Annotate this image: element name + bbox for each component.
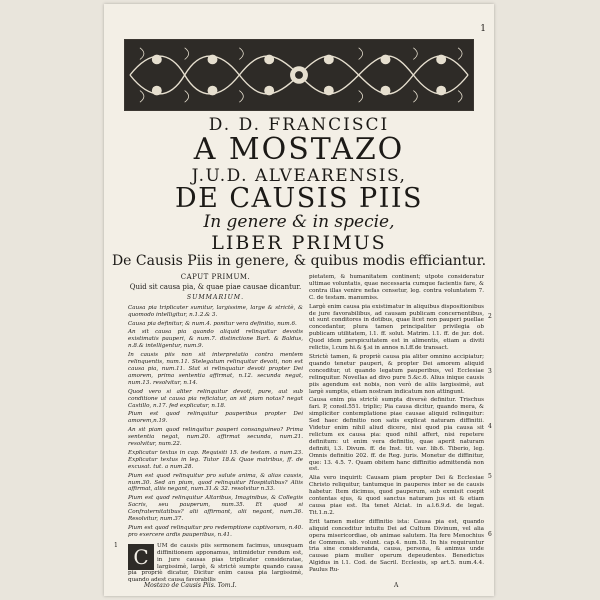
title-line-3: J.U.D. ALVEARENSIS, [191,166,407,186]
paragraph: Erit tamen melior diffinitio ista: Causa pia est, quando aliquid conceditur intuitu Dei ad Cultum Divinum, vel alia opera misericordiae, ob animae salutem. Ita fere Menochius de Commun. ub. volunt. cap.4. num.18. In his requiruntur tria sine consideranda, causa, persona, & animus unde causae piam mulier operum depeudentes. Benedictus Algidus in l.1. Cod. de Sacril. Ecclesiis, sp art.5. num.4.4. Paulus Ru- [309,518,484,574]
margin-number: 3 [488,368,492,375]
left-column [114,273,303,584]
right-column [309,274,492,576]
main-paragraph: UM de causis piis sermonem facimus, unusquam diffinitionem apponamus, intimidetur rendum est, in jure causas pias triplicater consideratae, largissimè, largè, & strictè sumpte quando causa pia propriè dicatur, Dicitur enim causa pia largissimè, quando adest causa favorabilis [128,542,303,584]
paragraph: pietatem, & humanitatem continent; utpote consideratur ultimae voluntatis, quae necessaria cumque facientis fare, & contra illas venire nefas censetur, leg. contra voluntatem 7. C. de testam. manumiss. [309,274,484,301]
summary-item: Pium est quod relinquitur pro salute anima, & alias causis, num.30. Sed an pium, quod relinquitur Hospitalibus? Aliis affirmat, aliis negant, num.31.& 32. resolvitur n.33. [128,472,303,493]
summary-item: Pium est quod relinquitur pro redemptione captivorum, n.40. pro exercere ardis pauperibus, n.41. [128,525,303,538]
summary-item: An sit causa pia quando aliquid relinquitur devotis existimatis pauperi, & num.7. distinctione Bart. & Baldus, n.8.& intelligentur, num.9. [128,329,303,350]
caput-heading: CAPUT PRIMUM. [180,273,251,281]
title-line-2: A MOSTAZO [193,132,405,167]
title-line-7: De Causis Piis in genere, & quibus modis efficiantur. [111,253,487,269]
paragraph: Strictè tamen, & propriè causa pia aliter omnino accipiatur; quando tenetur pauperi, & propter Dei amorem aliquid conceditur, ut quando legatum pauperibus, vel Ecclesiae relinquitur. Novellas ad divo pure 5.&c.6. Alius inique causis piis agendum est nobis, non verò de aliis largissimè, aut largè sumptis, etiam nostram indicatum non attingunt. [309,353,484,395]
summarium-heading: SUMMARIUM. [186,293,245,301]
title-line-6: LIBER PRIMUS [211,232,387,254]
ornamental-headpiece-icon [124,39,474,111]
title-line-1: D. D. FRANCISCI [208,115,390,135]
summary-item: Pium est quod relinquitur Altaribus, Imaginibus, & Collegiis Sacris, seu pauperum, num.35. Et quod si Confraternitatibus? alii affirmant, alii negant, num.36. Resolvitur, num.37. [128,495,303,523]
margin-number: 5 [488,473,492,480]
summary-item: An sit piam quod relinquitur pauperi consanguineo? Prima sententia negat, num.20. affirmat secunda, num.21. resolvitur, num.22. [128,427,303,448]
title-line-5: In genere & in specie, [203,212,395,232]
paragraph: Largè enim causa pia existimatur in aliquibus dispositionibus de jure favorabilibus, ad causam publicam concernentibus, ut sunt conditores in dotibus, quae licet non pauperi puellae concedantur, plura tamen principaliter privilegia ob publicam utilitatem, l.1. ff. solut. Matrim. l.1. ff. de jur. dot. Quod idem perspicuitatem est in alimentis, etiam a diviti relictis, l.cum hi.& §.si in annos n.l.ff.de transact. [309,303,484,352]
page-number: 1 [480,24,486,34]
margin-number: 1 [114,541,118,549]
margin-number: 6 [488,531,492,538]
footer-signature-left: Mostazo de Causis Piis. Tom.I. [144,582,237,589]
main-text [114,541,303,584]
summary-item: Pium est quod relinquitur pauperibus propter Dei amorem,n.19. [128,411,303,425]
summary-item: In causis piis non sit interpretatio contra mentem relinquentis, num.11. Stelegatum relinquitur devoti, non est causa pia, num.11. Stat si relinquatur devoti propter Dei amorem, prima sententia affirmat, n.12. secunda negat, num.13. resolvitur, n.14. [128,352,303,386]
paragraph: Alia vero inquirit: Causam piam propter Dei & Ecclesiae Christo reliquitur, tantumque in pauperes inter se de causis habetur. Item dicimus, quod pauperum, sub exmisit coepit contentas ejus, & quod sanctus naturam jus sit & etiam causa piae est. Ita tenet Alciat. in a.l.6.9.d. de legat. Tit.1.n.2. [309,475,484,516]
paragraph: Causa enim pia strictè sumpta diversè definitur. Trischus fari. P, consil.551. triplic; Pia causa dicitur, quando mera, & simpliciter contemplatione piae causae aliquid relinquitur: Sed haec definitio non satis explicat naturam diffinitii. Videtur enim nihil aliud dicere, nisi quod pia causa sit relictum ex causa pia: quod nihil affert, nisi repetere definitum: ut enim vera definitio, quae aperit naturam definiti, l.3. Divum. ff. de Inst. tit. var. lib.6. Tiberio, leg. Omnis definitio 202. ff. de Reg. juris. Monetur de diffinitur, que: 13. 4.5. 7. Quam obitem hanc diffinitio admittendà non est. [309,397,484,473]
summary-item: Explicatur textus in cap. Requisiti 15. de testam. a num.23. Explicatur textus in leg. Tutor 18.& Quae matribus, ff. de excusat. tut. a num.28. [128,449,303,470]
decorated-initial: C [128,544,154,570]
summary-item: Causa pia triplicater sumitur, largissime, large & strictè, & quomodo intelligitur, n.1.2.& 3. [128,304,303,318]
summary-item: Quod vero si aliter relinquitur devoti, pure, aut sub conditione ut causa pia reficiatur, an sit piam notas? negat Castillo, n.17. fed explicatur, n.18. [128,388,303,409]
margin-number: 4 [488,423,492,430]
title-line-4: DE CAUSIS PIIS [174,183,424,214]
summary-item: Causa pia definitur, & num.4. ponitur vera definitio, num.6. [128,320,297,327]
margin-number: 2 [488,313,492,320]
book-page [104,4,494,596]
caput-subtitle: Quid sit causa pia, & quae piae causae dicantur. [129,282,302,291]
footer-signature-right: A [394,582,399,589]
